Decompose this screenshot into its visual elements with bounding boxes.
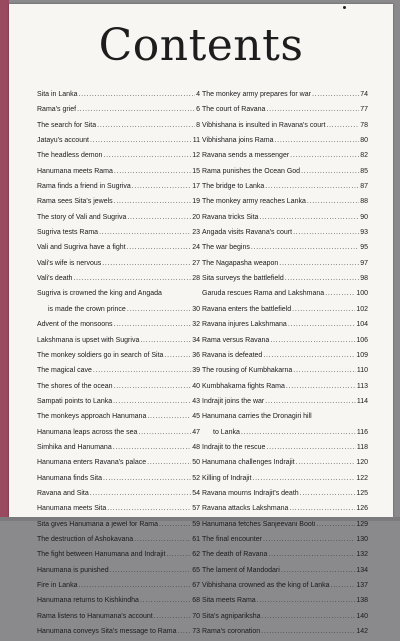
toc-page-number: 70 bbox=[192, 612, 200, 620]
toc-entry-title: Ravana attacks Lakshmana bbox=[202, 505, 289, 513]
toc-entry bbox=[202, 411, 368, 423]
toc-page-number: 12 bbox=[192, 152, 200, 160]
toc-entry-title: Advent of the monsoons bbox=[37, 321, 113, 329]
toc-dot-leader bbox=[300, 488, 356, 500]
toc-dot-leader bbox=[103, 473, 191, 485]
page-title: Contents bbox=[98, 20, 304, 71]
toc-page-number: 20 bbox=[192, 213, 200, 221]
toc-dot-leader bbox=[140, 335, 191, 347]
book-binding-edge bbox=[0, 0, 9, 521]
toc-entry bbox=[37, 549, 200, 561]
toc-entry-title: Hanumana returns to Kishkindha bbox=[37, 597, 139, 605]
toc-page-number: 109 bbox=[356, 351, 368, 359]
toc-entry bbox=[202, 534, 368, 546]
toc-entry bbox=[202, 365, 368, 377]
toc-entry bbox=[37, 258, 200, 270]
toc-dot-leader bbox=[114, 166, 191, 178]
toc-page-number: 28 bbox=[192, 275, 200, 283]
toc-entry-title: Rama listens to Hanumana's account bbox=[37, 612, 153, 620]
toc-entry-title: Lakshmana is upset with Sugriva bbox=[37, 336, 140, 344]
toc-dot-leader bbox=[127, 242, 192, 254]
toc-entry bbox=[202, 503, 368, 515]
toc-entry-title: The death of Ravana bbox=[202, 551, 268, 559]
toc-page-number: 90 bbox=[360, 213, 368, 221]
toc-page-number: 30 bbox=[192, 305, 200, 313]
toc-dot-leader bbox=[97, 120, 195, 132]
toc-entry bbox=[202, 381, 368, 393]
toc-page-number: 47 bbox=[192, 428, 200, 436]
toc-entry-title: The Nagapasha weapon bbox=[202, 259, 279, 267]
toc-page-number: 87 bbox=[360, 183, 368, 191]
toc-page-number: 52 bbox=[192, 474, 200, 482]
toc-dot-leader bbox=[138, 427, 191, 439]
toc-entry-title: The court of Ravana bbox=[202, 106, 266, 114]
toc-dot-leader bbox=[251, 242, 359, 254]
toc-dot-leader bbox=[262, 611, 356, 623]
toc-page-number: 50 bbox=[192, 459, 200, 467]
toc-entry bbox=[202, 457, 368, 469]
toc-entry-title: Sugriva tests Rama bbox=[37, 229, 99, 237]
toc-entry bbox=[202, 580, 368, 592]
toc-dot-leader bbox=[263, 350, 355, 362]
toc-page-number: 140 bbox=[356, 612, 368, 620]
toc-dot-leader bbox=[259, 212, 359, 224]
toc-entry-title: Hanumana carries the Dronagiri hill bbox=[202, 413, 312, 421]
toc-entry-title: Rama's coronation bbox=[202, 628, 261, 636]
toc-dot-leader bbox=[147, 411, 191, 423]
toc-entry bbox=[37, 104, 200, 116]
toc-page-number: 4 bbox=[196, 91, 200, 98]
toc-page-number: 48 bbox=[192, 443, 200, 451]
toc-dot-leader bbox=[290, 150, 359, 162]
toc-dot-leader bbox=[307, 196, 359, 208]
toc-page-number: 61 bbox=[192, 535, 200, 543]
toc-entry-title: The destruction of Ashokavana bbox=[37, 535, 134, 543]
toc-page-number: 62 bbox=[192, 551, 200, 559]
toc-entry-title: Hanumana enters Ravana's palace bbox=[37, 459, 147, 467]
toc-page-number: 45 bbox=[192, 413, 200, 421]
toc-dot-leader bbox=[132, 181, 191, 193]
toc-dot-leader bbox=[77, 104, 195, 116]
toc-entry-title: Hanumana fetches Sanjeevani Booti bbox=[202, 520, 316, 528]
toc-entry-title: The shores of the ocean bbox=[37, 382, 113, 390]
toc-dot-leader bbox=[265, 396, 356, 408]
toc-entry bbox=[202, 396, 368, 408]
toc-dot-leader bbox=[164, 350, 191, 362]
toc-entry-title: Sugriva is crowned the king and Angada bbox=[37, 290, 162, 298]
toc-entry-title: Ravana sends a messenger bbox=[202, 152, 290, 160]
toc-entry-title: Fire in Lanka bbox=[37, 582, 78, 589]
toc-entry-title: Ravana mourns Indrajit's death bbox=[202, 489, 299, 497]
toc-entry-title: Vibhishana crowned as the king of Lanka bbox=[202, 582, 330, 589]
toc-entry bbox=[202, 626, 368, 638]
toc-dot-leader bbox=[140, 595, 191, 607]
toc-entry bbox=[202, 135, 368, 147]
toc-entry bbox=[202, 350, 368, 362]
toc-page-number: 120 bbox=[356, 459, 368, 467]
toc-entry-title: Sita surveys the battlefield bbox=[202, 275, 284, 283]
toc-entry bbox=[37, 319, 200, 331]
toc-entry-title: Sampati points to Lanka bbox=[37, 397, 113, 405]
toc-page-number: 15 bbox=[192, 167, 200, 175]
toc-entry-title: Ravana is defeated bbox=[202, 351, 263, 359]
toc-page-number: 39 bbox=[192, 367, 200, 375]
toc-page-number: 78 bbox=[360, 121, 368, 129]
toc-dot-leader bbox=[110, 565, 192, 577]
toc-entry-title: Rama sees Sita's jewels bbox=[37, 198, 113, 206]
toc-entry bbox=[202, 473, 368, 485]
toc-page-number: 134 bbox=[356, 566, 368, 574]
toc-dot-leader bbox=[78, 580, 191, 592]
toc-dot-leader bbox=[289, 503, 355, 515]
toc-page-number: 97 bbox=[360, 259, 368, 267]
toc-page-number: 67 bbox=[192, 582, 200, 589]
toc-dot-leader bbox=[270, 335, 355, 347]
toc-entry bbox=[202, 335, 368, 347]
toc-entry bbox=[202, 442, 368, 454]
toc-dot-leader bbox=[286, 381, 356, 393]
toc-dot-leader bbox=[281, 565, 355, 577]
toc-entry-title: The monkey soldiers go in search of Sita bbox=[37, 351, 164, 359]
toc-dot-leader bbox=[114, 381, 192, 393]
toc-dot-leader bbox=[293, 227, 359, 239]
toc-page-number: 98 bbox=[360, 275, 368, 283]
toc-entry bbox=[202, 166, 368, 178]
toc-page-number: 68 bbox=[192, 597, 200, 605]
contents-column-right bbox=[202, 89, 368, 641]
toc-entry-title: Ravana enters the battlefield bbox=[202, 305, 292, 313]
toc-page-number: 17 bbox=[192, 183, 200, 191]
toc-entry-title: Vali's death bbox=[37, 275, 73, 283]
toc-entry bbox=[37, 365, 200, 377]
toc-entry-title: The lament of Mandodari bbox=[202, 566, 280, 574]
toc-dot-leader bbox=[127, 212, 191, 224]
toc-entry bbox=[37, 427, 200, 439]
toc-page-number: 77 bbox=[360, 106, 368, 114]
toc-entry bbox=[37, 534, 200, 546]
toc-dot-leader bbox=[103, 150, 191, 162]
toc-page-number: 129 bbox=[356, 520, 368, 528]
toc-dot-leader bbox=[252, 473, 355, 485]
toc-entry bbox=[37, 242, 200, 254]
toc-entry bbox=[37, 457, 200, 469]
toc-page-number: 27 bbox=[192, 259, 200, 267]
toc-entry bbox=[202, 89, 368, 101]
toc-entry-title: Ravana and Sita bbox=[37, 489, 89, 497]
toc-dot-leader bbox=[99, 227, 191, 239]
toc-entry bbox=[202, 288, 368, 300]
toc-page-number: 113 bbox=[356, 382, 368, 390]
toc-entry-title: Vibhishana is insulted in Ravana's court bbox=[202, 121, 326, 129]
toc-entry bbox=[202, 120, 368, 132]
toc-entry-title: The war begins bbox=[202, 244, 250, 252]
page-mark-dot bbox=[343, 6, 346, 9]
toc-page-number: 6 bbox=[196, 106, 200, 114]
toc-page-number: 102 bbox=[356, 305, 368, 313]
toc-entry bbox=[37, 181, 200, 193]
toc-entry bbox=[37, 442, 200, 454]
toc-dot-leader bbox=[285, 273, 359, 285]
toc-entry bbox=[202, 212, 368, 224]
toc-dot-leader bbox=[114, 196, 192, 208]
toc-entry-title: The monkey army prepares for war bbox=[202, 91, 311, 98]
toc-entry bbox=[37, 396, 200, 408]
toc-entry-title: Rama punishes the Ocean God bbox=[202, 167, 301, 175]
toc-entry bbox=[202, 196, 368, 208]
toc-entry bbox=[37, 580, 200, 592]
toc-dot-leader bbox=[261, 626, 355, 638]
toc-entry-title: Vali's wife is nervous bbox=[37, 259, 102, 267]
toc-page-number: 100 bbox=[356, 290, 368, 298]
toc-entry-title: Jatayu's account bbox=[37, 137, 89, 145]
toc-dot-leader bbox=[90, 488, 191, 500]
toc-entry bbox=[37, 411, 200, 423]
toc-page-number: 132 bbox=[356, 551, 368, 559]
toc-page-number: 93 bbox=[360, 229, 368, 237]
toc-entry bbox=[37, 273, 200, 285]
toc-dot-leader bbox=[296, 457, 356, 469]
toc-entry bbox=[37, 381, 200, 393]
toc-entry-title: The headless demon bbox=[37, 152, 103, 160]
toc-entry-title: Indrajit to the rescue bbox=[202, 443, 266, 451]
toc-dot-leader bbox=[257, 595, 356, 607]
toc-entry-title: Hanumana meets Sita bbox=[37, 505, 107, 513]
toc-entry bbox=[202, 227, 368, 239]
toc-page-number: 73 bbox=[192, 628, 200, 636]
toc-dot-leader bbox=[268, 549, 355, 561]
toc-entry-title: Garuda rescues Rama and Lakshmana bbox=[202, 290, 325, 298]
toc-entry-title: Sita gives Hanumana a jewel for Rama bbox=[37, 520, 159, 528]
toc-entry bbox=[37, 227, 200, 239]
toc-page-number: 65 bbox=[192, 566, 200, 574]
toc-page-number: 74 bbox=[360, 91, 368, 98]
toc-entry-title: The bridge to Lanka bbox=[202, 183, 265, 191]
toc-dot-leader bbox=[301, 166, 359, 178]
toc-entry bbox=[202, 242, 368, 254]
toc-entry bbox=[37, 166, 200, 178]
toc-entry-title: to Lanka bbox=[213, 428, 240, 436]
toc-page-number: 80 bbox=[360, 137, 368, 145]
toc-page-number: 82 bbox=[360, 152, 368, 160]
toc-dot-leader bbox=[154, 611, 191, 623]
toc-entry bbox=[37, 565, 200, 577]
toc-page-number: 122 bbox=[356, 474, 368, 482]
toc-entry-title: The fight between Hanumana and Indrajit bbox=[37, 551, 166, 559]
toc-page-number: 34 bbox=[192, 336, 200, 344]
toc-entry bbox=[37, 473, 200, 485]
toc-entry-title: is made the crown prince bbox=[48, 305, 126, 313]
toc-dot-leader bbox=[266, 104, 359, 116]
toc-entry bbox=[202, 104, 368, 116]
toc-dot-leader bbox=[279, 258, 359, 270]
toc-entry-title: Sita meets Rama bbox=[202, 597, 256, 605]
toc-entry bbox=[37, 120, 200, 132]
toc-dot-leader bbox=[78, 89, 195, 101]
toc-page-number: 54 bbox=[192, 489, 200, 497]
toc-dot-leader bbox=[147, 457, 191, 469]
toc-page-number: 43 bbox=[192, 397, 200, 405]
toc-dot-leader bbox=[265, 181, 359, 193]
toc-dot-leader bbox=[73, 273, 191, 285]
toc-page-number: 23 bbox=[192, 229, 200, 237]
toc-entry-title: Hanumana conveys Sita's message to Rama bbox=[37, 628, 177, 636]
toc-dot-leader bbox=[102, 258, 191, 270]
toc-dot-leader bbox=[127, 304, 191, 316]
toc-page-number: 126 bbox=[356, 505, 368, 513]
toc-page-number: 24 bbox=[192, 244, 200, 252]
toc-page-number: 8 bbox=[196, 121, 200, 129]
toc-entry bbox=[37, 304, 200, 316]
toc-page-number: 57 bbox=[192, 505, 200, 513]
toc-dot-leader bbox=[134, 534, 191, 546]
toc-page-number: 116 bbox=[356, 428, 368, 436]
toc-entry-title: The magical cave bbox=[37, 367, 92, 375]
toc-page-number: 36 bbox=[192, 351, 200, 359]
toc-dot-leader bbox=[263, 534, 355, 546]
toc-dot-leader bbox=[90, 135, 192, 147]
toc-entry bbox=[37, 350, 200, 362]
toc-entry bbox=[37, 196, 200, 208]
toc-page-number: 32 bbox=[192, 321, 200, 329]
toc-dot-leader bbox=[266, 442, 355, 454]
toc-entry bbox=[202, 427, 368, 439]
toc-page-number: 59 bbox=[192, 520, 200, 528]
toc-entry bbox=[37, 335, 200, 347]
toc-entry-title: The rousing of Kumbhakarna bbox=[202, 367, 293, 375]
toc-entry bbox=[202, 181, 368, 193]
toc-entry-title: Rama finds a friend in Sugriva bbox=[37, 183, 131, 191]
toc-entry bbox=[202, 304, 368, 316]
toc-entry bbox=[202, 611, 368, 623]
toc-entry-title: Kumbhakarna fights Rama bbox=[202, 382, 285, 390]
toc-entry-title: The final encounter bbox=[202, 535, 262, 543]
toc-entry bbox=[202, 273, 368, 285]
toc-entry-title: Angada visits Ravana's court bbox=[202, 229, 293, 237]
toc-entry bbox=[37, 89, 200, 101]
contents-column-left bbox=[37, 89, 200, 641]
page-bottom-shadow bbox=[0, 517, 400, 521]
toc-entry-title: Ravana tricks Sita bbox=[202, 213, 259, 221]
toc-page-number: 85 bbox=[360, 167, 368, 175]
toc-entry-title: Vibhishana joins Rama bbox=[202, 137, 274, 145]
toc-page-number: 40 bbox=[192, 382, 200, 390]
toc-entry bbox=[37, 595, 200, 607]
contents-page bbox=[9, 4, 393, 636]
toc-dot-leader bbox=[107, 503, 191, 515]
toc-entry bbox=[37, 288, 200, 300]
toc-entry-title: Indrajit joins the war bbox=[202, 397, 265, 405]
toc-page-number: 104 bbox=[356, 321, 368, 329]
toc-entry-title: The monkeys approach Hanumana bbox=[37, 413, 147, 421]
toc-entry-title: Killing of Indrajit bbox=[202, 474, 252, 482]
toc-page-number: 138 bbox=[356, 597, 368, 605]
toc-page-number: 130 bbox=[356, 535, 368, 543]
toc-dot-leader bbox=[274, 135, 359, 147]
toc-entry-title: The story of Vali and Sugriva bbox=[37, 213, 127, 221]
toc-dot-leader bbox=[325, 288, 355, 300]
toc-entry bbox=[37, 488, 200, 500]
toc-dot-leader bbox=[312, 89, 359, 101]
toc-entry-title: Sita in Lanka bbox=[37, 91, 78, 98]
toc-entry-title: Simhika and Hanumana bbox=[37, 443, 112, 451]
toc-dot-leader bbox=[331, 580, 356, 592]
toc-entry-title: Hanumana is punished bbox=[37, 566, 109, 574]
toc-entry-title: Hanumana meets Rama bbox=[37, 167, 113, 175]
toc-page-number: 125 bbox=[356, 489, 368, 497]
toc-entry bbox=[202, 258, 368, 270]
toc-dot-leader bbox=[177, 626, 191, 638]
toc-entry-title: Hanumana finds Sita bbox=[37, 474, 102, 482]
toc-page-number: 106 bbox=[356, 336, 368, 344]
toc-page-number: 118 bbox=[356, 443, 368, 451]
toc-entry bbox=[37, 626, 200, 638]
toc-dot-leader bbox=[113, 396, 191, 408]
toc-page-number: 19 bbox=[192, 198, 200, 206]
toc-entry-title: Rama versus Ravana bbox=[202, 336, 270, 344]
toc-dot-leader bbox=[166, 549, 191, 561]
toc-entry-title: Rama's grief bbox=[37, 106, 77, 114]
toc-entry bbox=[202, 549, 368, 561]
toc-page-number: 95 bbox=[360, 244, 368, 252]
toc-entry-title: Hanumana leaps across the sea bbox=[37, 428, 138, 436]
toc-entry bbox=[202, 565, 368, 577]
toc-page-number: 114 bbox=[356, 397, 368, 405]
toc-dot-leader bbox=[113, 442, 191, 454]
toc-entry-title: Sita's agnipariksha bbox=[202, 612, 261, 620]
toc-page-number: 137 bbox=[356, 582, 368, 589]
toc-dot-leader bbox=[326, 120, 359, 132]
toc-entry-title: The search for Sita bbox=[37, 121, 97, 129]
toc-dot-leader bbox=[93, 365, 191, 377]
toc-entry bbox=[202, 319, 368, 331]
toc-entry-title: The monkey army reaches Lanka bbox=[202, 198, 306, 206]
toc-dot-leader bbox=[288, 319, 355, 331]
toc-dot-leader bbox=[114, 319, 192, 331]
toc-entry bbox=[37, 503, 200, 515]
toc-dot-leader bbox=[292, 304, 355, 316]
toc-entry bbox=[202, 488, 368, 500]
toc-entry-title: Ravana injures Lakshmana bbox=[202, 321, 287, 329]
toc-entry bbox=[37, 135, 200, 147]
toc-entry bbox=[202, 595, 368, 607]
toc-page-number: 11 bbox=[192, 137, 200, 145]
toc-entry bbox=[37, 150, 200, 162]
toc-entry-title: Hanumana challenges Indrajit bbox=[202, 459, 295, 467]
toc-page-number: 88 bbox=[360, 198, 368, 206]
toc-dot-leader bbox=[241, 427, 356, 439]
toc-entry bbox=[37, 212, 200, 224]
toc-page-number: 110 bbox=[356, 367, 368, 375]
toc-entry-title: Vali and Sugriva have a fight bbox=[37, 244, 126, 252]
toc-page-number: 142 bbox=[356, 628, 368, 636]
toc-dot-leader bbox=[293, 365, 356, 377]
toc-entry bbox=[202, 150, 368, 162]
toc-entry bbox=[37, 611, 200, 623]
